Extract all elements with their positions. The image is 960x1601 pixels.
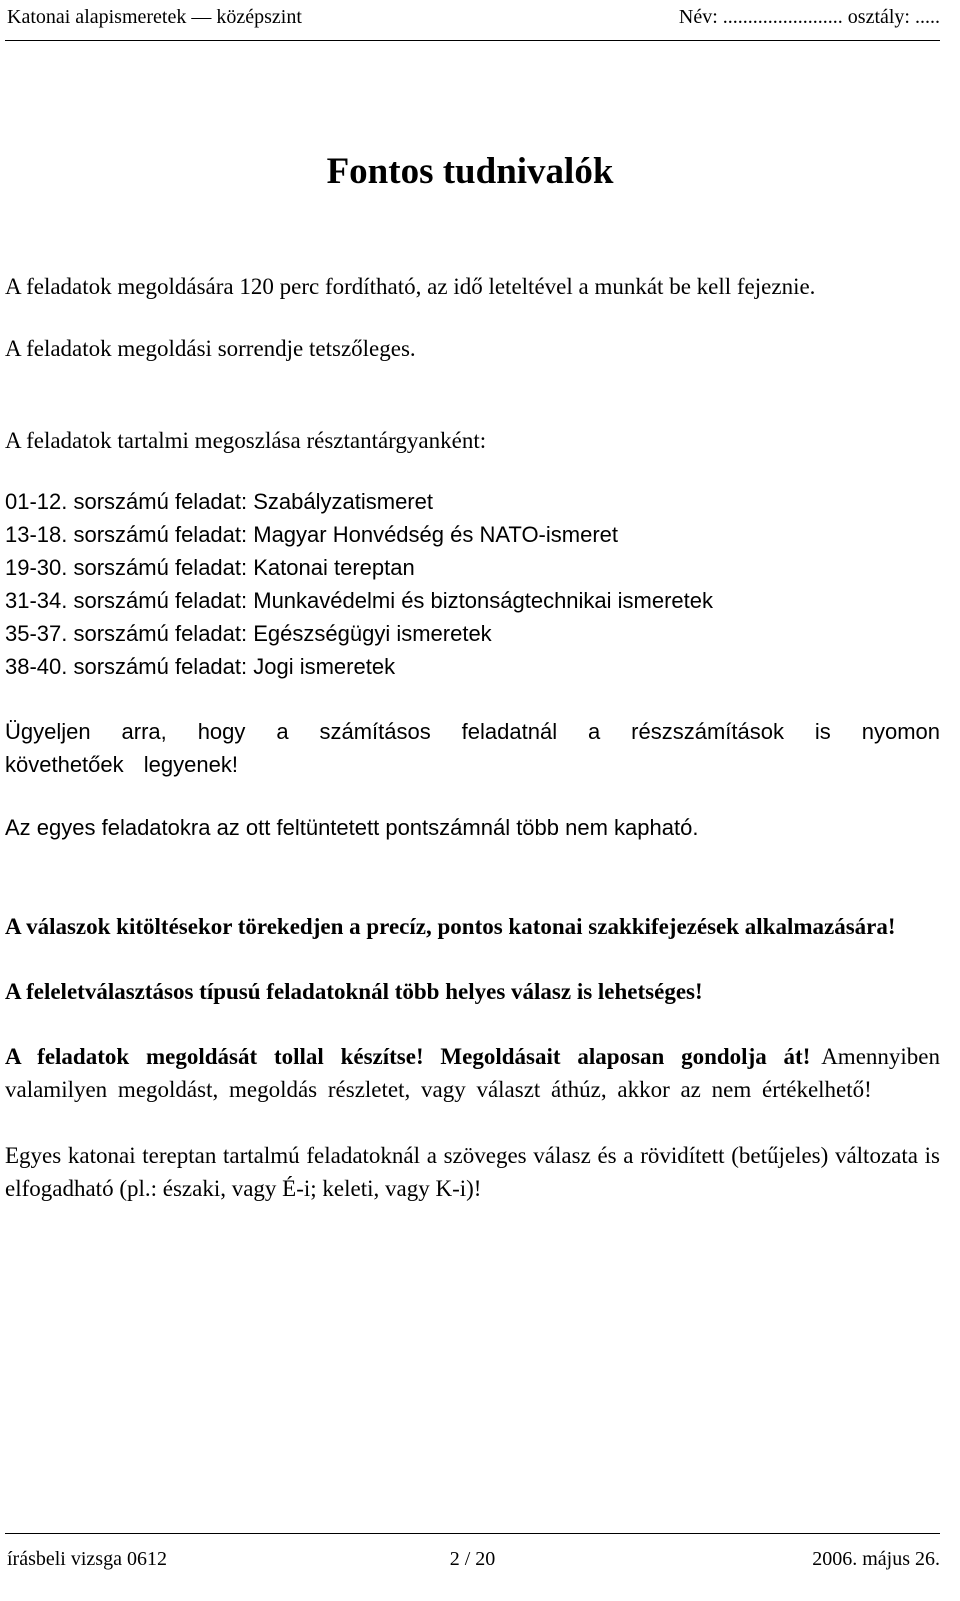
pen-instructions-paragraph [5,1040,940,1106]
topic-item: 01-12. sorszámú feladat: Szabályzatismeret [5,489,433,514]
topic-item: 31-34. sorszámú feladat: Munkavédelmi és biztonságtechnikai ismeretek [5,588,714,613]
topic-item: 19-30. sorszámú feladat: Katonai tereptan [5,555,415,580]
header-subject: Katonai alapismeretek — középszint [7,6,302,28]
page-footer [5,1548,940,1578]
topic-item: 38-40. sorszámú feladat: Jogi ismeretek [5,654,396,679]
pen-instructions-rest: Amennyiben valamilyen megoldást, megoldás részletet, vagy választ áthúz, akkor az nem értékelhető! [5,1044,940,1102]
footer-date: 2006. május 26. [812,1548,940,1570]
order-paragraph: A feladatok megoldási sorrendje tetszőleges. [5,336,416,361]
topic-item: 35-37. sorszámú feladat: Egészségügyi ismeretek [5,621,492,646]
header-name-class-field: Név: ........................ osztály: ..... [678,6,940,28]
calculation-paragraph: Ügyeljen arra, hogy a számításos feladatnál a részszámítások is nyomon követhetőek legyenek! [5,719,940,777]
footer-exam-code: írásbeli vizsga 0612 [7,1548,167,1570]
distribution-paragraph: A feladatok tartalmi megoszlása résztantárgyanként: [5,428,487,453]
abbreviation-paragraph: Egyes katonai tereptan tartalmú feladatoknál a szöveges válasz és a rövidített (betűjeles) változata is elfogadható (pl.: északi, vagy É-i; keleti, vagy K-i)! [5,1143,940,1201]
terminology-paragraph: A válaszok kitöltésekor törekedjen a precíz, pontos katonai szakkifejezések alkalmazására! [5,914,896,939]
footer-page-number: 2 / 20 [449,1548,496,1570]
footer-divider [5,1533,940,1534]
points-paragraph: Az egyes feladatokra az ott feltüntetett pontszámnál több nem kapható. [5,815,699,840]
page-title: Fontos tudnivalók [326,151,614,192]
topic-item: 13-18. sorszámú feladat: Magyar Honvédség és NATO-ismeret [5,522,619,547]
page-header [5,0,940,41]
pen-instructions-bold: A feladatok megoldását tollal készítse! Megoldásait alaposan gondolja át! [5,1044,811,1069]
main-content [5,270,940,1205]
time-limit-paragraph: A feladatok megoldására 120 perc fordítható, az idő leteltével a munkát be kell fejeznie. [5,274,816,299]
multiple-choice-paragraph: A feleletválasztásos típusú feladatoknál több helyes válasz is lehetséges! [5,979,703,1004]
topic-list [5,485,940,683]
